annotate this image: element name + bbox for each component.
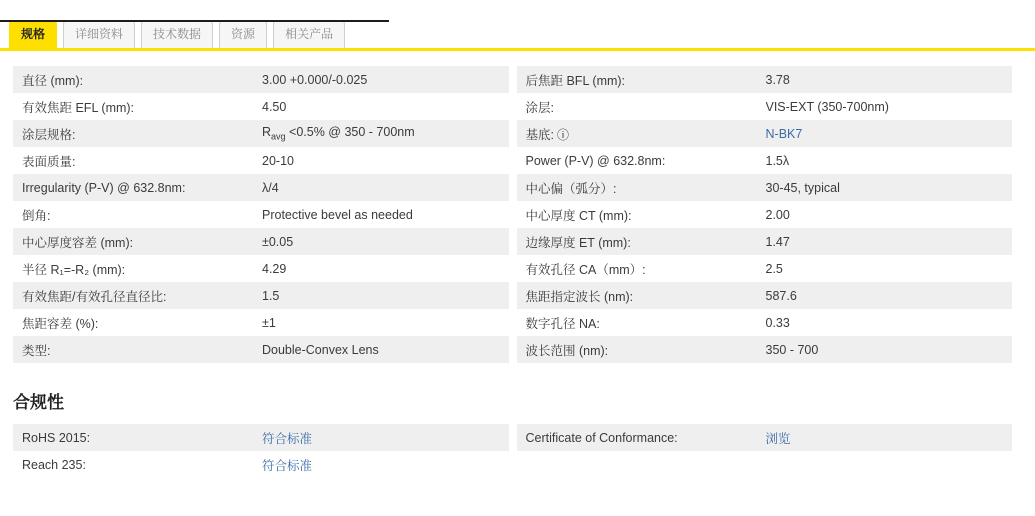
compliance-heading: 合规性	[13, 393, 64, 412]
spec-label: 焦距指定波长 (nm):	[525, 289, 634, 304]
spec-value: 3.00 +0.000/-0.025	[262, 72, 368, 87]
spec-value	[766, 127, 1013, 141]
spec-value: λ/4	[262, 180, 279, 195]
compliance-row	[13, 424, 1012, 451]
spec-value: Protective bevel as needed	[262, 207, 413, 222]
tab-related-products[interactable]: 相关产品	[273, 20, 345, 48]
spec-value: 0.33	[765, 315, 790, 330]
spec-value: 4.50	[262, 99, 287, 114]
spec-value: 1.47	[765, 234, 790, 249]
spec-value: 1.5	[262, 288, 280, 303]
spec-row	[13, 255, 1012, 282]
spec-row	[13, 174, 1012, 201]
tab-bar	[0, 20, 1035, 48]
spec-row	[13, 336, 1012, 363]
spec-value: ±0.05	[262, 234, 294, 249]
spec-label: 涂层:	[525, 100, 554, 115]
spec-label: 有效孔径 CA（mm）:	[525, 262, 646, 277]
spec-label: 类型:	[22, 343, 51, 358]
tab-specs[interactable]: 规格	[9, 20, 57, 48]
spec-row	[13, 228, 1012, 255]
spec-row	[13, 66, 1012, 93]
spec-table	[13, 66, 1012, 363]
certificate-of-conformance-link[interactable]: 浏览	[765, 431, 791, 446]
compliance-value	[766, 429, 1013, 447]
spec-value: 30-45, typical	[765, 180, 840, 195]
spec-label: 有效焦距 EFL (mm):	[22, 100, 135, 115]
spec-label: Power (P-V) @ 632.8nm:	[525, 153, 666, 168]
spec-value: 2.00	[765, 207, 790, 222]
spec-row	[13, 282, 1012, 309]
spec-value: ±1	[262, 315, 276, 330]
spec-label: 表面质量:	[22, 154, 76, 169]
compliance-row	[13, 451, 1012, 478]
reach-link[interactable]: 符合标准	[262, 458, 313, 473]
tab-resources[interactable]: 资源	[219, 20, 267, 48]
compliance-value	[262, 429, 509, 447]
substrate-link[interactable]: N-BK7	[765, 126, 803, 141]
spec-label: Irregularity (P-V) @ 632.8nm:	[22, 180, 186, 195]
spec-label: 中心厚度 CT (mm):	[525, 208, 632, 223]
spec-row	[13, 201, 1012, 228]
spec-value: 4.29	[262, 261, 287, 276]
spec-row	[13, 309, 1012, 336]
spec-value: 1.5λ	[765, 153, 790, 168]
compliance-label: Reach 235:	[22, 457, 86, 472]
top-divider	[0, 20, 389, 22]
compliance-label: RoHS 2015:	[22, 430, 91, 445]
compliance-table	[13, 424, 1012, 478]
spec-row	[13, 120, 1012, 147]
spec-value: 20-10	[262, 153, 294, 168]
spec-value: 587.6	[765, 288, 797, 303]
compliance-label: Certificate of Conformance:	[525, 430, 678, 445]
spec-label: 倒角:	[22, 208, 51, 223]
rohs-link[interactable]: 符合标准	[262, 431, 313, 446]
spec-label: 中心厚度容差 (mm):	[22, 235, 134, 250]
spec-label-substrate: 基底: ⓘ	[525, 127, 569, 142]
spec-label: 半径 R₁=-R₂ (mm):	[22, 262, 126, 277]
spec-label: 有效焦距/有效孔径直径比:	[22, 289, 167, 304]
spec-row	[13, 147, 1012, 174]
compliance-value	[262, 456, 509, 474]
spec-label: 后焦距 BFL (mm):	[525, 73, 626, 88]
spec-label: 波长范围 (nm):	[525, 343, 609, 358]
info-icon[interactable]: ⓘ	[556, 127, 569, 142]
spec-label: 边缘厚度 ET (mm):	[525, 235, 631, 250]
tab-details[interactable]: 详细资料	[63, 20, 135, 48]
spec-value: 3.78	[765, 72, 790, 87]
tab-accent-underline	[0, 48, 1035, 51]
spec-label: 数字孔径 NA:	[525, 316, 600, 331]
spec-label: 中心偏（弧分）:	[525, 181, 617, 196]
spec-value: Double-Convex Lens	[262, 342, 379, 357]
spec-label: 焦距容差 (%):	[22, 316, 99, 331]
spec-row	[13, 93, 1012, 120]
spec-value: 2.5	[765, 261, 783, 276]
spec-label: 涂层规格:	[22, 127, 76, 142]
spec-value: VIS-EXT (350-700nm)	[765, 99, 889, 114]
spec-value: $R_{avg} <0.5\%$ @ 350 - 700nm	[262, 125, 415, 142]
spec-value: 350 - 700	[765, 342, 819, 357]
spec-label: 直径 (mm):	[22, 73, 84, 88]
tab-technical-data[interactable]: 技术数据	[141, 20, 213, 48]
